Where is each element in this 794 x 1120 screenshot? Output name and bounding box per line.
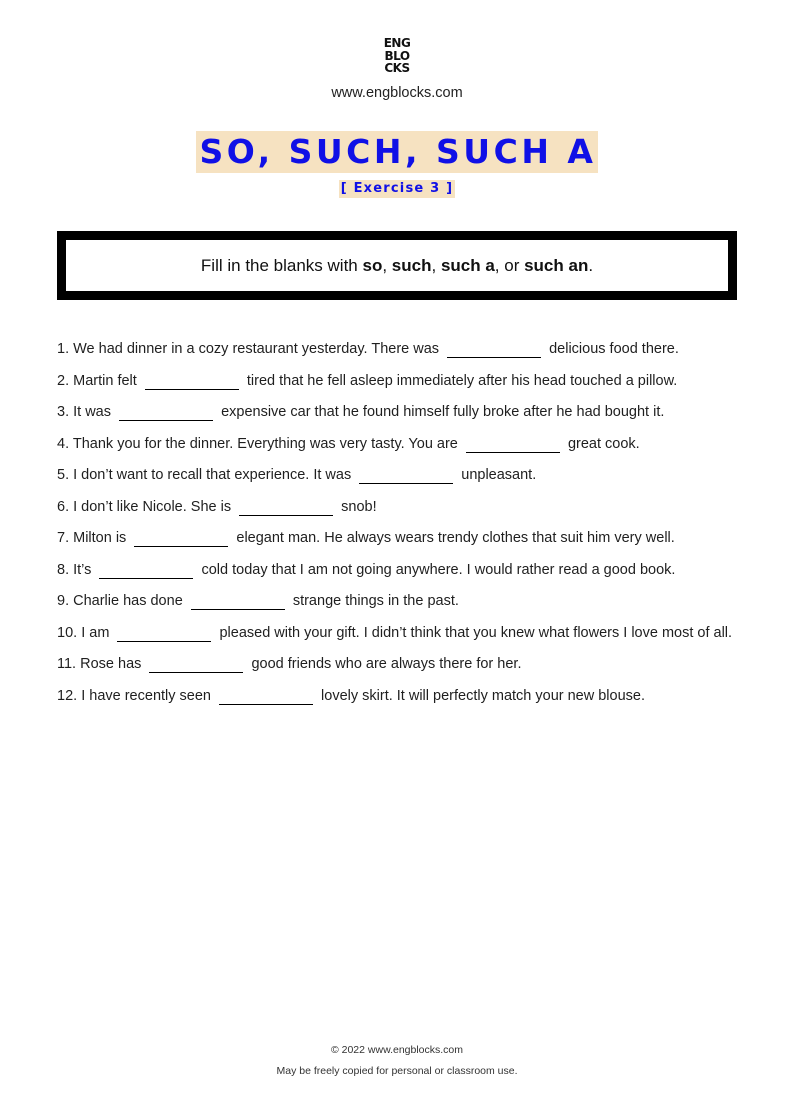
item-text-after: unpleasant. [461, 467, 537, 483]
answer-blank[interactable] [219, 687, 313, 705]
exercise-item-5 [57, 462, 747, 489]
exercise-item-2 [57, 368, 747, 395]
item-text-after: snob! [341, 498, 377, 515]
item-text-after: delicious food there. [549, 341, 679, 357]
answer-blank[interactable] [359, 466, 453, 484]
exercise-item-4 [57, 431, 747, 458]
item-number: 10. [57, 624, 78, 641]
footer-copyright: © 2022 www.engblocks.com [330, 1044, 464, 1056]
exercise-item-10 [57, 620, 747, 647]
item-text-before: I don’t like Nicole. She is [73, 498, 232, 515]
exercise-item-7 [57, 525, 747, 552]
item-text-before: It’s [73, 561, 92, 578]
item-text-after: good friends who are always there for her. [251, 656, 522, 672]
answer-blank[interactable] [447, 340, 541, 358]
site-url[interactable]: www.engblocks.com [331, 85, 463, 101]
exercise-item-6 [57, 494, 747, 521]
answer-blank[interactable] [134, 529, 228, 547]
exercise-subtitle: [ Exercise 3 ] [340, 181, 454, 196]
answer-blank[interactable] [117, 624, 211, 642]
item-text-before: Charlie has done [73, 593, 183, 609]
item-number: 3. [57, 404, 70, 420]
instruction-text: Fill in the blanks with so, such, such a, or such an. [200, 255, 594, 275]
item-number: 11. [57, 656, 77, 672]
worksheet-title: SO, SUCH, SUCH A [196, 131, 599, 173]
answer-blank[interactable] [191, 592, 285, 610]
item-number: 1. [57, 341, 70, 357]
logo-line-1: ENG [383, 36, 411, 50]
item-number: 7. [57, 530, 70, 546]
item-number: 6. [57, 498, 70, 515]
exercise-item-9 [57, 588, 747, 615]
item-text-before: We had dinner in a cozy restaurant yesterday. There was [73, 341, 440, 357]
exercise-item-12 [57, 683, 747, 710]
answer-blank[interactable] [145, 372, 239, 390]
item-text-after: great cook. [567, 435, 640, 452]
option-so: so [362, 255, 383, 275]
item-text-before: Thank you for the dinner. Everything was very tasty. You are [72, 435, 458, 452]
option-such-a: such a [440, 255, 495, 275]
exercise-item-3 [57, 399, 747, 426]
exercise-item-1 [57, 336, 747, 363]
item-text-after: cold today that I am not going anywhere. I would rather read a good book. [201, 561, 676, 578]
answer-blank[interactable] [239, 498, 333, 516]
footer-license: May be freely copied for personal or classroom use. [276, 1065, 518, 1077]
exercise-item-11 [57, 651, 747, 678]
item-text-after: pleased with your gift. I didn’t think that you knew what flowers I love most of all. [219, 624, 733, 641]
item-text-before: Martin felt [73, 372, 137, 389]
item-text-after: elegant man. He always wears trendy clothes that suit him very well. [236, 530, 675, 546]
item-text-after: tired that he fell asleep immediately after his head touched a pillow. [246, 372, 678, 389]
item-text-after: strange things in the past. [292, 593, 459, 609]
item-text-before: Rose has [80, 656, 142, 672]
instruction-box [57, 231, 737, 300]
item-text-before: I have recently seen [81, 687, 211, 704]
exercise-item-8 [57, 557, 747, 584]
item-text-before: I am [81, 624, 110, 641]
exercise-list [57, 336, 747, 714]
option-such: such [391, 255, 432, 275]
answer-blank[interactable] [99, 561, 193, 579]
item-number: 12. [57, 687, 78, 704]
option-such-an: such an [524, 255, 589, 275]
answer-blank[interactable] [149, 655, 243, 673]
item-text-after: expensive car that he found himself fully broke after he had bought it. [221, 404, 665, 420]
item-text-before: It was [73, 404, 111, 420]
item-text-before: Milton is [73, 530, 127, 546]
item-number: 2. [57, 372, 70, 389]
answer-blank[interactable] [119, 403, 213, 421]
item-text-before: I don’t want to recall that experience. It was [73, 467, 352, 483]
engblocks-logo [0, 37, 794, 75]
item-number: 8. [57, 561, 70, 578]
answer-blank[interactable] [466, 435, 560, 453]
logo-line-3: CKS [384, 61, 410, 75]
item-number: 5. [57, 467, 70, 483]
item-text-after: lovely skirt. It will perfectly match your new blouse. [321, 687, 645, 704]
item-number: 9. [57, 593, 70, 609]
item-number: 4. [57, 435, 70, 452]
logo-line-2: BLO [384, 48, 410, 63]
